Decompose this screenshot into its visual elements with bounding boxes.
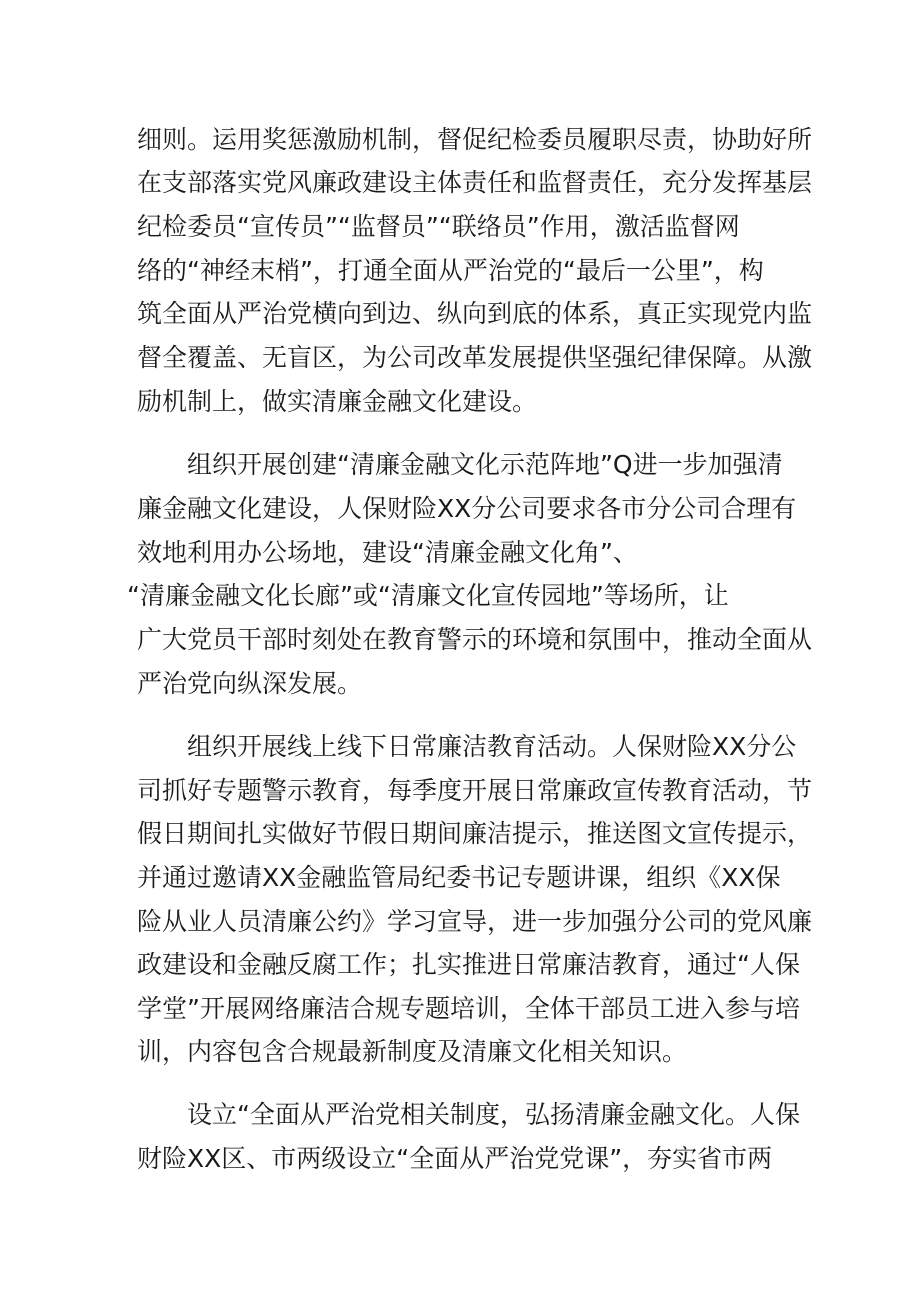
text-line: 广大党员干部时刻处在教育警示的环境和氛围中，推动全面从	[137, 625, 813, 654]
text-line: 督全覆盖、无盲区，为公司改革发展提供坚强纪律保障。从激	[137, 343, 813, 372]
text-line: 组织开展创建“清廉金融文化示范阵地”Q进一步加强清	[187, 450, 783, 479]
text-line: 细则。运用奖惩激励机制，督促纪检委员履职尽责，协助好所	[137, 125, 813, 154]
text-line: 廉金融文化建设，人保财险XX分公司要求各市分公司合理有	[137, 494, 797, 523]
text-line: 络的“神经末梢”，打通全面从严治党的“最后一公里”，构	[137, 256, 764, 285]
text-line: 严治党向纵深发展。	[137, 669, 363, 698]
text-line: 假日期间扎实做好节假日期间廉洁提示，推送图文宣传提示，	[137, 819, 813, 848]
text-line: 险从业人员清廉公约》学习宣导，进一步加强分公司的党风廉	[137, 907, 813, 936]
text-line: 励机制上，做实清廉金融文化建设。	[137, 387, 538, 416]
text-line: 并通过邀请XX金融监管局纪委书记专题讲课，组织《XX保	[137, 863, 781, 892]
text-line: 纪检委员“宣传员”“监督员”“联络员”作用，激活监督网	[137, 212, 740, 241]
text-line: 财险XX区、市两级设立“全面从严治党党课”，夯实省市两	[137, 1144, 773, 1173]
text-line: 效地利用办公场地，建设“清廉金融文化角”、	[137, 538, 638, 567]
text-line: 司抓好专题警示教育，每季度开展日常廉政宣传教育活动，节	[137, 776, 813, 805]
text-line: 组织开展线上线下日常廉洁教育活动。人保财险XX分公	[187, 732, 797, 761]
text-line: 设立“全面从严治党相关制度，弘扬清廉金融文化。人保	[187, 1100, 800, 1129]
text-line: 在支部落实党风廉政建设主体责任和监督责任，充分发挥基层	[137, 168, 813, 197]
text-line: 学堂”开展网络廉洁合规专题培训，全体干部员工进入参与培	[137, 994, 800, 1023]
text-line: 筑全面从严治党横向到边、纵向到底的体系，真正实现党内监	[137, 299, 813, 328]
text-line: 政建设和金融反腐工作；扎实推进日常廉洁教育，通过“人保	[137, 950, 800, 979]
text-line: 训，内容包含合规最新制度及清廉文化相关知识。	[137, 1037, 688, 1066]
text-line: “清廉金融文化长廊”或“清廉文化宣传园地”等场所，让	[127, 581, 729, 610]
